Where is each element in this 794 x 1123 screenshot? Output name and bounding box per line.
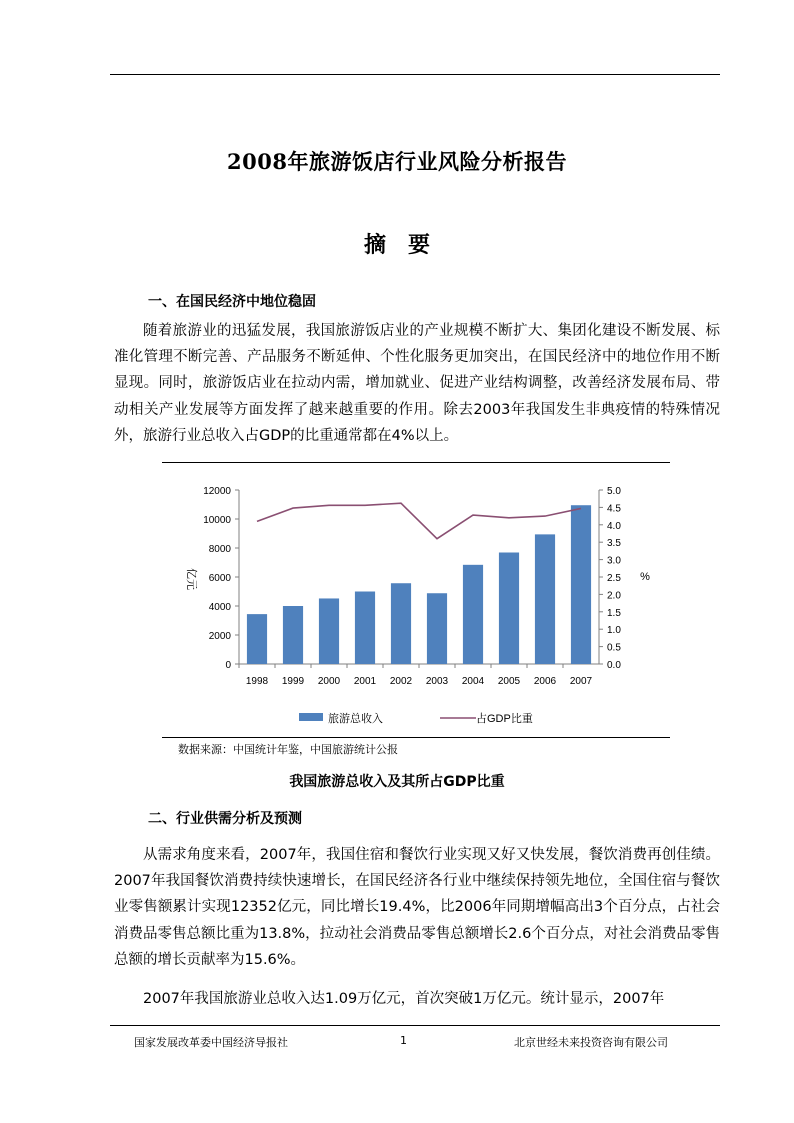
- bar: [463, 565, 483, 664]
- legend-bar-label: 旅游总收入: [328, 713, 383, 725]
- y2-tick-label: 0.0: [607, 660, 621, 671]
- bar: [247, 614, 267, 664]
- bar: [283, 606, 303, 664]
- x-tick-label: 2006: [533, 676, 557, 687]
- bar: [427, 593, 447, 664]
- x-tick-label: 2005: [497, 676, 521, 687]
- chart-svg: [162, 462, 670, 736]
- y2-tick-label: 0.5: [607, 642, 621, 654]
- bar: [535, 534, 555, 664]
- y-tick-label: 8000: [208, 544, 231, 555]
- section2-paragraph-1: 从需求角度来看，2007年，我国住宿和餐饮行业实现又好又快发展，餐饮消费再创佳绩。2007年我国餐饮消费持续快速增长，在国民经济各行业中继续保持领先地位，全国住宿与餐饮业零售额累计实现12352亿元，同比增长19.4%，比2006年同期增幅高出3个百分点，占社会消费品零售总额比重为13.8%，拉动社会消费品零售总额增长2.6个百分点，对社会消费品零售总额的增长贡献率为15.6%。: [114, 847, 720, 968]
- y2-tick-label: 5.0: [607, 486, 621, 497]
- y2-tick-label: 2.5: [607, 573, 621, 584]
- x-tick-label: 2002: [389, 676, 413, 687]
- bar: [319, 598, 339, 664]
- y2-tick-label: 4.5: [607, 503, 621, 515]
- x-tick-label: 1998: [245, 676, 269, 687]
- chart-bottom-rule: [162, 737, 670, 738]
- y-tick-label: 10000: [203, 515, 231, 526]
- y-tick-label: 2000: [208, 631, 231, 642]
- y2-tick-label: 2.0: [607, 590, 621, 602]
- bar: [391, 583, 411, 664]
- gdp-share-line: [257, 503, 581, 538]
- footer-page-number: 1: [400, 1034, 407, 1047]
- x-tick-label: 2004: [461, 676, 485, 687]
- bar: [499, 552, 519, 664]
- y-axis-label: 亿元: [185, 568, 197, 590]
- chart: [162, 462, 670, 736]
- section2-heading: 二、行业供需分析及预测: [148, 811, 302, 827]
- y2-tick-label: 1.0: [607, 625, 621, 637]
- x-tick-label: 2007: [569, 676, 593, 687]
- footer-rule: [110, 1025, 720, 1026]
- y2-tick-label: 1.5: [607, 607, 621, 619]
- y-tick-label: 0: [225, 660, 231, 671]
- footer-left: 国家发展改革委中国经济导报社: [134, 1036, 288, 1049]
- abstract-heading: 摘要: [363, 232, 452, 258]
- legend-line-label: 占GDP比重: [476, 713, 533, 725]
- y2-tick-label: 4.0: [607, 520, 621, 532]
- y2-tick-label: 3.0: [607, 555, 621, 567]
- document-title: 2008年旅游饭店行业风险分析报告: [227, 149, 567, 174]
- y-tick-label: 4000: [208, 602, 231, 613]
- x-tick-label: 2000: [317, 676, 341, 687]
- footer-right: 北京世经未来投资咨询有限公司: [514, 1036, 668, 1049]
- x-tick-label: 2001: [353, 676, 377, 687]
- chart-caption: 我国旅游总收入及其所占GDP比重: [289, 774, 505, 790]
- y2-tick-label: 3.5: [607, 538, 621, 550]
- y2-axis-label: %: [640, 571, 650, 583]
- data-source-note: 数据来源：中国统计年鉴，中国旅游统计公报: [178, 743, 398, 756]
- section2-paragraph-2: 2007年我国旅游业总收入达1.09万亿元，首次突破1万亿元。统计显示，2007年: [143, 991, 665, 1007]
- section1-heading: 一、在国民经济中地位稳固: [148, 294, 316, 310]
- y-tick-label: 6000: [208, 573, 231, 584]
- x-tick-label: 2003: [425, 676, 449, 687]
- bar: [355, 592, 375, 665]
- legend-bar-swatch: [299, 713, 323, 721]
- legend: [299, 711, 533, 725]
- bar: [571, 505, 591, 664]
- section1-paragraph: 随着旅游业的迅猛发展，我国旅游饭店业的产业规模不断扩大、集团化建设不断发展、标准化管理不断完善、产品服务不断延伸、个性化服务更加突出，在国民经济中的地位作用不断显现。同时，旅游饭店业在拉动内需，增加就业、促进产业结构调整，改善经济发展布局、带动相关产业发展等方面发挥了越来越重要的作用。除去2003年我国发生非典疫情的特殊情况外，旅游行业总收入占GDP的比重通常都在4%以上。: [114, 323, 720, 444]
- x-tick-label: 1999: [281, 676, 305, 687]
- header-rule: [110, 74, 720, 75]
- y-tick-label: 12000: [203, 486, 231, 497]
